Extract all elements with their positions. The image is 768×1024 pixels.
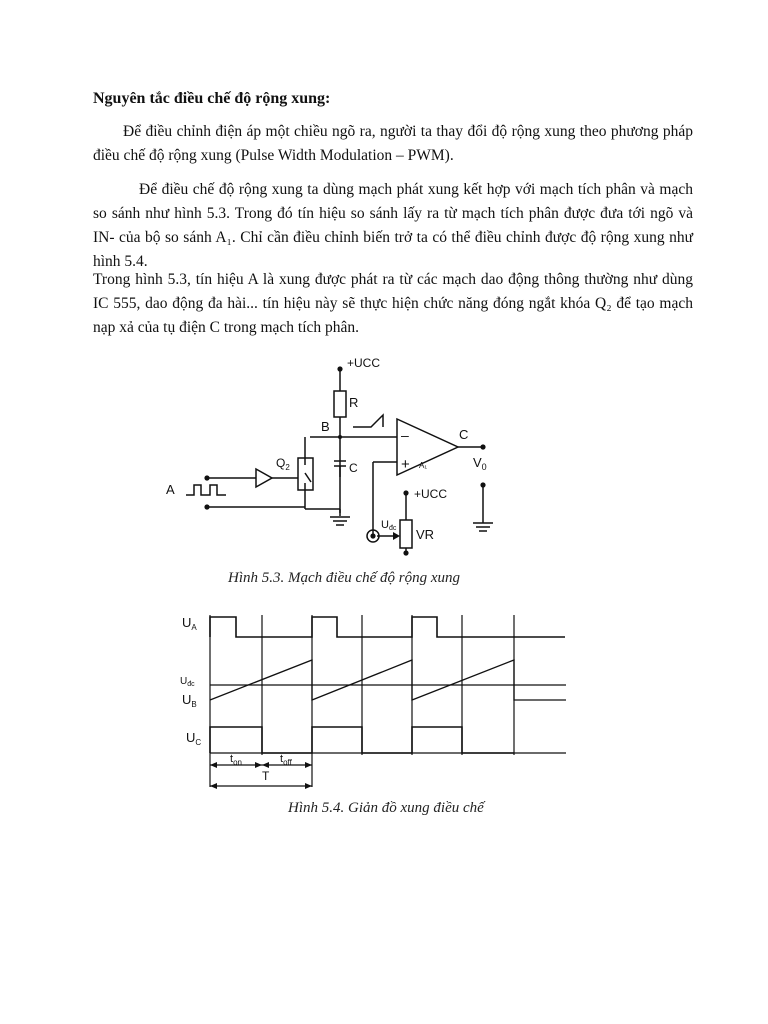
label-ton: $t_{on}$ [230,753,242,767]
label-node-c: C [459,427,469,442]
figure-5-4-caption: Hình 5.4. Giản đồ xung điều chế [288,800,484,816]
label-capacitor: C [349,461,358,475]
resistor-r [334,391,346,417]
sawtooth-sketch [353,415,383,427]
label-opamp-plus: + [401,456,410,473]
input-pulse-symbol [186,485,226,495]
label-opamp-minus: – [401,427,409,443]
label-pot: VR [416,527,435,542]
paragraph-signal-a: Trong hình 5.3, tín hiệu A là xung được phát ra từ các mạch dao động thông thường như dùng IC 555, dao động đa hài... tín hiệu này sẽ thực hiện chức năng đóng ngắt khóa Q₂ để tạo mạch nạp xả của tụ điện C trong mạch tích phân. [93,271,693,336]
waveform-ua [210,617,565,637]
label-uc: $U_C$ [186,730,202,747]
waveform-uc [210,727,514,753]
waveform-ub [210,660,566,700]
label-transistor: $Q_2$ [276,456,290,472]
pwm-timing-diagram [0,605,768,800]
paragraph-circuit-description: Để điều chế độ rộng xung ta dùng mạch phát xung kết hợp với mạch tích phân và mạch so sánh như hình 5.3. Trong đó tín hiệu so sánh lấy ra từ mạch tích phân được đưa tới ngõ và IN- của bộ so sánh A₁. Chỉ cần điều chỉnh biến trở ta có thể điều chỉnh được độ rộng xung như hình 5.4. [93,181,693,270]
paragraph-pwm-intro: Để điều chỉnh điện áp một chiều ngõ ra, người ta thay đổi độ rộng xung theo phương pháp điều chế độ rộng xung (Pulse Width Modulation – PWM). [93,123,693,164]
label-node-b: B [321,419,330,434]
label-period: T [262,769,270,783]
label-toff: $t_{off}$ [280,753,292,767]
label-vcc-bottom: +UCC [414,487,448,501]
pwm-circuit-diagram [0,345,768,575]
figure-5-3-caption: Hình 5.3. Mạch điều chế độ rộng xung [228,570,461,586]
label-output: $V_0$ [473,455,487,472]
label-ub: $U_B$ [182,692,197,709]
label-resistor: R [349,395,359,410]
label-opamp-name: A₁ [419,461,428,470]
label-udc-timing: $U_{đc}$ [180,676,195,688]
label-input-a: A [166,482,175,497]
section-heading: Nguyên tắc điều chế độ rộng xung: [93,90,331,107]
label-vcc-top: +UCC [347,356,381,370]
potentiometer-vr [400,520,412,548]
label-udc: Uđc [381,519,397,532]
label-ua: $U_A$ [182,615,197,632]
